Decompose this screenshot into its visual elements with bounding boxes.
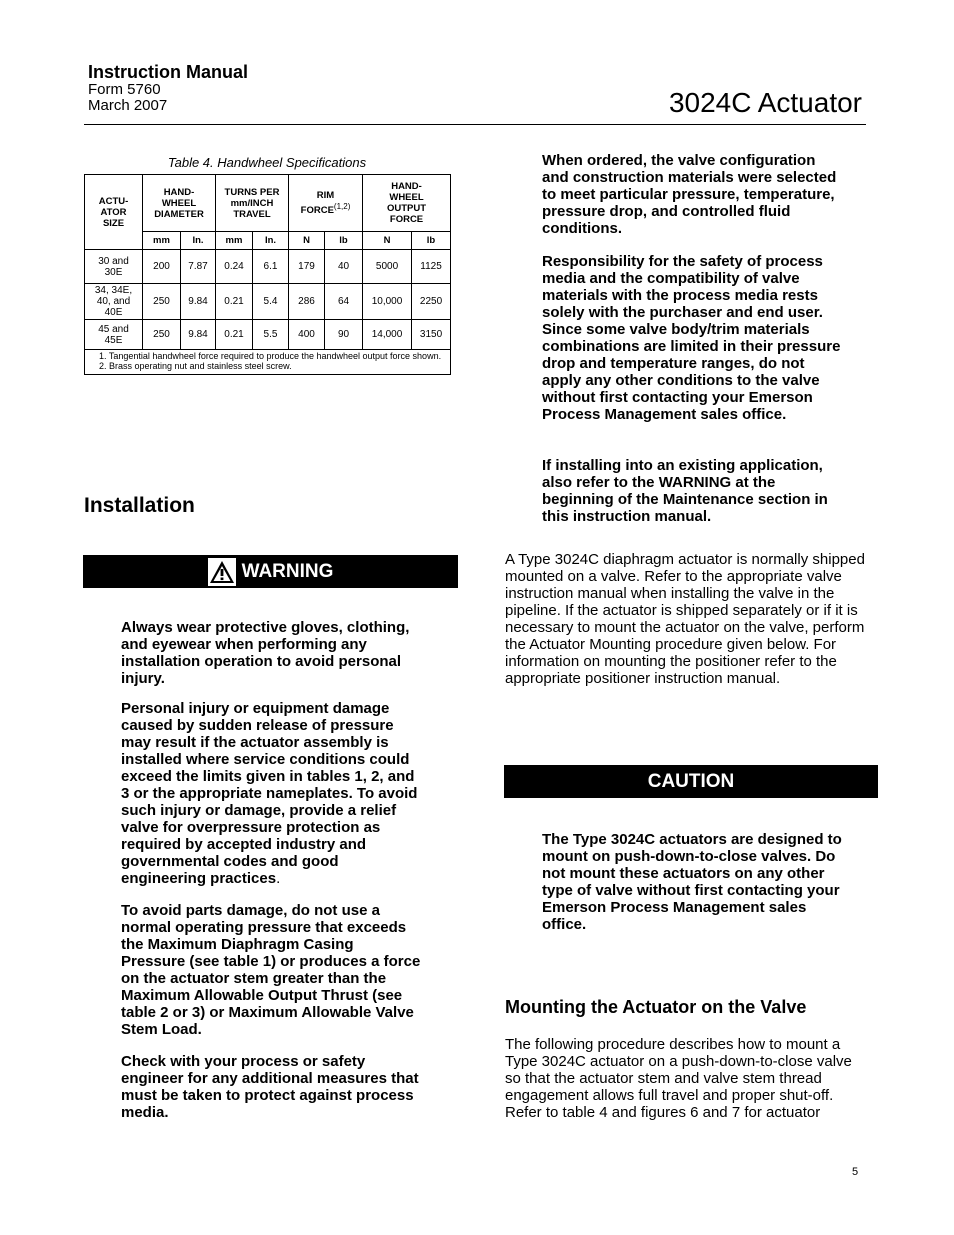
mounting-body-text: The following procedure describes how to mount a Type 3024C actuator on a push-down-to-close valve so that the actuator stem and valve stem thread engagement allows full travel and proper shut-off. Refer to table 4 and figures 6 and 7 for actuator bbox=[505, 1036, 852, 1121]
warning-paragraph: Always wear protective gloves, clothing, and eyewear when performing any installation operation to avoid personal injury. bbox=[121, 619, 410, 687]
value-cell: 0.24 bbox=[216, 250, 253, 284]
warning-paragraph: Check with your process or safety engineer for any additional measures that must be taken to protect against process media. bbox=[121, 1053, 419, 1121]
warning-triangle-icon bbox=[208, 558, 236, 586]
size-cell: 45 and 45E bbox=[85, 320, 143, 350]
header-turns-per-travel: TURNS PER mm/INCH TRAVEL bbox=[216, 175, 289, 232]
value-cell: 9.84 bbox=[181, 320, 216, 350]
table-notes bbox=[85, 350, 451, 375]
unit-cell: mm bbox=[143, 232, 181, 250]
value-cell: 200 bbox=[143, 250, 181, 284]
caution-label: CAUTION bbox=[647, 770, 735, 792]
warning-paragraph: Responsibility for the safety of process media and the compatibility of valve materials with the process media rests solely with the purchaser and end user. Since some valve body/trim materials combinations are limited in their pressure drop and temperature ranges, do not apply any other conditions to the valve without first contacting your Emerson Process Management sales office. bbox=[542, 253, 841, 423]
value-cell: 5000 bbox=[363, 250, 412, 284]
header-output-force: HAND- WHEEL OUTPUT FORCE bbox=[363, 175, 451, 232]
warning-paragraph-text: Personal injury or equipment damage caused by sudden release of pressure may result if the actuator assembly is installed where service conditions could exceed the limits given in tables 1, 2, and 3 or the appropriate nameplates. To avoid such injury or damage, provide a relief valve for overpressure protection as required by accepted industry and governmental codes and good engineering practices bbox=[121, 700, 418, 887]
value-cell: 9.84 bbox=[181, 284, 216, 320]
table-note: 1. Tangential handwheel force required to produce the handwheel output force shown. bbox=[99, 351, 442, 361]
table-row bbox=[85, 250, 451, 284]
value-cell: 250 bbox=[143, 284, 181, 320]
value-cell: 6.1 bbox=[253, 250, 289, 284]
publication-date: March 2007 bbox=[88, 97, 168, 114]
warning-paragraph: To avoid parts damage, do not use a normal operating pressure that exceeds the Maximum Diaphragm Casing Pressure (see table 1) or produces a force on the actuator stem greater than the Maximum Allowable Output Thrust (see table 2 or 3) or Maximum Allowable Valve Stem Load. bbox=[121, 902, 421, 1038]
handwheel-spec-table bbox=[84, 174, 451, 375]
page-number: 5 bbox=[852, 1166, 859, 1178]
value-cell: 7.87 bbox=[181, 250, 216, 284]
table-row bbox=[85, 320, 451, 350]
caution-paragraph: The Type 3024C actuators are designed to mount on push-down-to-close valves. Do not mount these actuators on any other type of valve without first contacting your Emerson Process Management sales office. bbox=[542, 831, 842, 933]
warning-paragraph: If installing into an existing application, also refer to the WARNING at the beginning of the Maintenance section in this instruction manual. bbox=[542, 457, 828, 525]
value-cell: 2250 bbox=[412, 284, 451, 320]
rim-force-label: RIM FORCE bbox=[300, 189, 335, 217]
value-cell: 179 bbox=[289, 250, 325, 284]
value-cell: 0.21 bbox=[216, 284, 253, 320]
warning-banner bbox=[83, 555, 458, 588]
installation-heading: Installation bbox=[84, 494, 195, 517]
mounting-heading: Mounting the Actuator on the Valve bbox=[505, 997, 807, 1017]
header-rim-force bbox=[289, 175, 363, 232]
unit-cell: N bbox=[289, 232, 325, 250]
value-cell: 5.4 bbox=[253, 284, 289, 320]
warning-paragraph: When ordered, the valve configuration and construction materials were selected to meet particular pressure, temperature, pressure drop, and controlled fluid conditions. bbox=[542, 152, 837, 237]
unit-cell: lb bbox=[412, 232, 451, 250]
value-cell: 64 bbox=[325, 284, 363, 320]
header-actuator-size: ACTU- ATOR SIZE bbox=[85, 175, 143, 250]
warning-label: WARNING bbox=[241, 560, 334, 582]
value-cell: 14,000 bbox=[363, 320, 412, 350]
value-cell: 1125 bbox=[412, 250, 451, 284]
value-cell: 286 bbox=[289, 284, 325, 320]
value-cell: 250 bbox=[143, 320, 181, 350]
header-handwheel-diameter: HAND- WHEEL DIAMETER bbox=[143, 175, 216, 232]
value-cell: 5.5 bbox=[253, 320, 289, 350]
warning-paragraph-period: . bbox=[276, 870, 281, 887]
header-rule bbox=[84, 124, 866, 125]
table-caption: Table 4. Handwheel Specifications bbox=[167, 155, 367, 170]
unit-cell: mm bbox=[216, 232, 253, 250]
warning-paragraph bbox=[121, 700, 421, 887]
rim-force-footnote-ref: (1,2) bbox=[333, 201, 351, 211]
unit-cell: In. bbox=[181, 232, 216, 250]
value-cell: 10,000 bbox=[363, 284, 412, 320]
value-cell: 40 bbox=[325, 250, 363, 284]
value-cell: 90 bbox=[325, 320, 363, 350]
value-cell: 0.21 bbox=[216, 320, 253, 350]
unit-cell: In. bbox=[253, 232, 289, 250]
caution-banner bbox=[504, 765, 878, 798]
manual-title: Instruction Manual bbox=[88, 62, 249, 82]
form-number: Form 5760 bbox=[88, 81, 161, 98]
size-cell: 34, 34E, 40, and 40E bbox=[85, 284, 143, 320]
value-cell: 3150 bbox=[412, 320, 451, 350]
unit-cell: N bbox=[363, 232, 412, 250]
product-title: 3024C Actuator bbox=[668, 87, 862, 118]
installation-body-text: A Type 3024C diaphragm actuator is normally shipped mounted on a valve. Refer to the appropriate valve instruction manual when installing the valve in the pipeline. If the actuator is shipped separately or if it is necessary to mount the actuator on the valve, perform the Actuator Mounting procedure given below. For information on mounting the positioner refer to the appropriate positioner instruction manual. bbox=[505, 551, 865, 687]
size-cell: 30 and 30E bbox=[85, 250, 143, 284]
unit-cell: lb bbox=[325, 232, 363, 250]
table-note: 2. Brass operating nut and stainless steel screw. bbox=[99, 360, 292, 371]
value-cell: 400 bbox=[289, 320, 325, 350]
table-row bbox=[85, 284, 451, 320]
